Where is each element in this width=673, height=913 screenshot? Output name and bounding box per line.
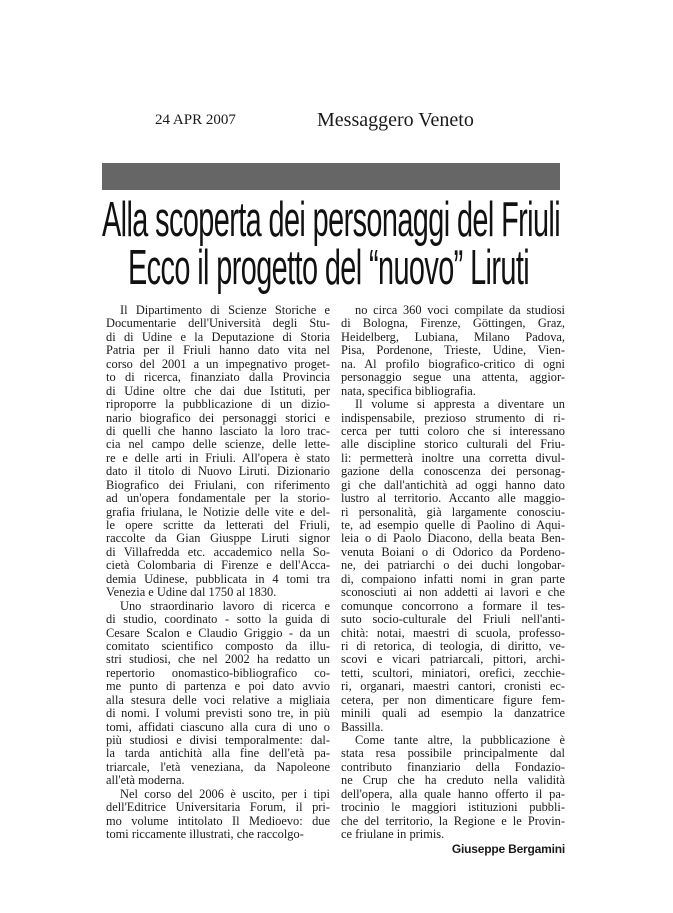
headline-line-2: Ecco il progetto del “nuovo” Liruti xyxy=(128,241,530,295)
text-line: di nomi. I volumi previsti sono tre, in più xyxy=(106,706,330,721)
text-line: ad un'opera fondamentale per la storio- xyxy=(106,491,330,506)
text-line: re e delle arti in Friuli. All'opera è stato xyxy=(106,450,330,465)
text-line: tomi riccamente illustrati, che raccolgo- xyxy=(106,827,304,842)
text-line: Biografico dei Friulani, con riferimento xyxy=(106,477,330,492)
text-line: di Bologna, Firenze, Göttingen, Graz, xyxy=(341,316,565,331)
text-line: trocinio le maggiori istituzioni pubbli- xyxy=(341,800,565,815)
paragraph xyxy=(106,788,330,842)
text-line: più studiosi e divisi temporalmente: dal- xyxy=(106,733,330,747)
text-line: minili quali ad esempio la danzatrice xyxy=(341,706,565,721)
text-line: na. Al profilo biografico-critico di ogni xyxy=(341,356,565,371)
text-line: me punto di partenza e poi dato avvio xyxy=(106,679,330,694)
text-line: di studio, coordinato - sotto la guida di xyxy=(106,612,330,627)
text-line: cetera, per non dimenticare figure fem- xyxy=(341,692,565,707)
text-line: Heidelberg, Lubiana, Milano Padova, xyxy=(341,329,565,344)
text-line: sconosciuti ai non addetti ai lavori e che xyxy=(341,585,565,600)
text-line: ri, organari, maestri cantori, cronisti ec- xyxy=(341,679,565,694)
paragraph xyxy=(341,734,565,842)
text-line: corso del 2001 a un impegnativo proget- xyxy=(106,356,330,371)
text-line: te, ad esempio quelle di Paolino di Aqui- xyxy=(341,518,565,532)
text-line: venuta Boiani o di Odorico da Pordeno- xyxy=(341,544,565,559)
headline xyxy=(102,193,561,295)
text-line: Il Dipartimento di Scienze Storiche e xyxy=(120,303,330,317)
text-line: comitato scientifico composto da illu- xyxy=(106,638,330,653)
text-line: li: permetterà inoltre una corretta divul- xyxy=(341,450,565,465)
section-bar xyxy=(102,163,560,190)
text-line: le opere scritte da letterati del Friuli, xyxy=(106,518,330,532)
text-line: mo volume intitolato Il Medioevo: due xyxy=(106,813,330,828)
text-line: Venezia e Udine dal 1750 al 1830. xyxy=(106,585,277,600)
article-column-2 xyxy=(341,304,565,857)
paragraph xyxy=(106,600,330,788)
text-line: cerca per tutti coloro che si interessano xyxy=(341,423,565,438)
text-line: personaggio segue una attenta, aggior- xyxy=(341,370,565,385)
text-line: cietà Colombaria di Firenze e dell'Acca- xyxy=(106,558,330,573)
text-line: dell'Editrice Universitaria Forum, il pri- xyxy=(106,800,330,815)
text-line: tomi, affidati ciascuno alla cura di uno o xyxy=(106,719,330,734)
text-line: di, compaiono infatti nomi in gran parte xyxy=(341,571,565,586)
text-line: gazione della conoscenza dei personag- xyxy=(341,464,565,479)
date: 24 APR 2007 xyxy=(155,112,236,128)
text-line: ne Crup che ha creduto nella validità xyxy=(341,773,565,788)
text-line: nata, specifica bibliografia. xyxy=(341,383,476,398)
text-line: stri studiosi, che nel 2002 ha redatto un xyxy=(106,652,330,667)
paragraph xyxy=(341,304,565,398)
text-line: no circa 360 voci compilate da studiosi xyxy=(355,303,565,317)
text-line: Pisa, Pordenone, Trieste, Udine, Vien- xyxy=(341,343,565,358)
text-line: raccolte da Gian Giusppe Liruti signor xyxy=(106,531,330,546)
text-line: dell'opera, alla quale hanno offerto il pa- xyxy=(341,786,565,801)
text-line: che del territorio, la Regione e le Provin- xyxy=(341,813,565,828)
text-line: Cesare Scalon e Claudio Griggio - da un xyxy=(106,625,330,640)
text-line: lustro al territorio. Accanto alle maggio- xyxy=(341,491,565,506)
text-line: gi che dall'antichità ad oggi hanno dato xyxy=(341,477,565,492)
text-line: leia o di Paolo Diacono, della beata Ben- xyxy=(341,531,565,546)
text-line: Come tante altre, la pubblicazione è xyxy=(355,733,565,747)
text-line: dato il titolo di Nuovo Liruti. Dizionario xyxy=(106,464,330,479)
text-line: ri di retorica, di teologia, di diritto, ve- xyxy=(341,638,565,653)
text-line: alla stesura delle voci relative a migliaia xyxy=(106,692,330,707)
text-line: comunque concorrono a formare il tes- xyxy=(341,598,565,613)
text-line: la tarda antichità alla fine dell'età pa- xyxy=(106,746,330,761)
text-line: stata resa possibile principalmente dal xyxy=(341,746,565,761)
text-line: grafia friulana, le Notizie delle vite e del- xyxy=(106,504,330,519)
text-line: to di ricerca, finanziato dalla Provincia xyxy=(106,370,330,385)
text-line: Uno straordinario lavoro di ricerca e xyxy=(120,598,330,613)
text-line: Patria per il Friuli hanno dato vita nel xyxy=(106,343,330,358)
text-line: tetti, scultori, miniatori, orefici, zecchie- xyxy=(341,665,565,680)
text-line: Bassilla. xyxy=(341,719,384,734)
paragraph xyxy=(106,304,330,600)
text-line: Il volume si appresta a diventare un xyxy=(355,397,565,412)
article-column-1 xyxy=(106,304,330,842)
text-line: suto socio-culturale del Friuli nell'anti- xyxy=(341,612,565,627)
text-line: di Villafredda etc. accademico nella So- xyxy=(106,544,330,559)
text-line: riproporre la pubblicazione di un dizio- xyxy=(106,397,330,412)
text-line: di Udine oltre che dai due Istituti, per xyxy=(106,383,330,398)
text-line: cia nel campo delle scienze, delle lette- xyxy=(106,437,330,452)
paragraph xyxy=(341,398,565,734)
newspaper-name: Messaggero Veneto xyxy=(317,109,474,131)
text-line: scovi e vicari patriarcali, pittori, archi- xyxy=(341,652,565,667)
text-line: contributo finanziario della Fondazio- xyxy=(341,759,565,774)
headline-line-1: Alla scoperta dei personaggi del Friuli xyxy=(102,193,561,247)
text-line: alle discipline storico culturali del Friu- xyxy=(341,437,565,452)
text-line: repertorio onomastico-bibliografico co- xyxy=(106,665,330,680)
text-line: ri personalità, già largamente conosciu- xyxy=(341,504,565,519)
text-line: triarcale, l'età veneziana, da Napoleone xyxy=(106,759,330,774)
text-line: chità: notai, maestri di scuola, professo- xyxy=(341,625,565,640)
text-line: indispensabile, prezioso strumento di ri- xyxy=(341,410,565,425)
text-line: di quelli che hanno lasciato la loro trac- xyxy=(106,423,330,438)
text-line: demia Udinese, pubblicata in 4 tomi tra xyxy=(106,571,330,586)
text-line: ne, dei patriarchi o dei duchi longobar- xyxy=(341,558,565,573)
text-line: nario biografico dei personaggi storici e xyxy=(106,410,330,425)
author-byline: Giuseppe Bergamini xyxy=(451,841,565,856)
text-line: ce friulane in primis. xyxy=(341,827,445,842)
text-line: di di Udine e la Deputazione di Storia xyxy=(106,329,330,344)
text-line: Nel corso del 2006 è uscito, per i tipi xyxy=(120,786,330,801)
text-line: Documentarie dell'Università degli Stu- xyxy=(106,316,330,331)
text-line: all'età moderna. xyxy=(106,773,185,788)
